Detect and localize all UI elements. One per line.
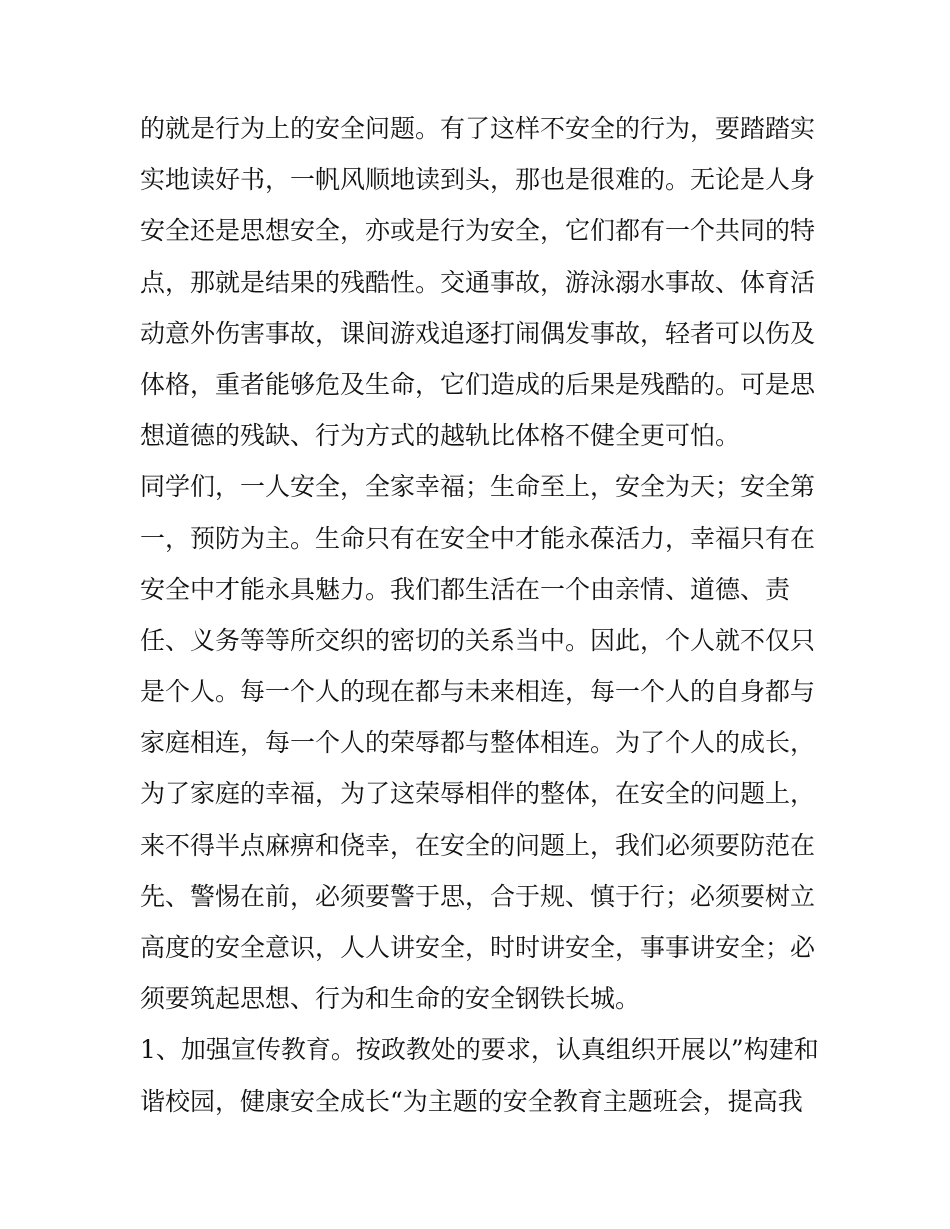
text-line: 体格，重者能够危及生命，它们造成的后果是残酷的。可是思	[140, 369, 816, 399]
body-text	[140, 103, 830, 1127]
text-line: 为了家庭的幸福，为了这荣辱相伴的整体，在安全的问题上，	[140, 779, 816, 809]
text-line: 是个人。每一个人的现在都与未来相连，每一个人的自身都与	[140, 677, 816, 707]
text-line: 同学们，一人安全，全家幸福；生命至上，安全为天；安全第	[140, 472, 816, 502]
text-line: 来不得半点麻痹和侥幸，在安全的问题上，我们必须要防范在	[140, 830, 816, 860]
text-line: 动意外伤害事故，课间游戏追逐打闹偶发事故，轻者可以伤及	[140, 318, 816, 348]
text-line: 安全还是思想安全，亦或是行为安全，它们都有一个共同的特	[140, 216, 816, 246]
text-line: 高度的安全意识，人人讲安全，时时讲安全，事事讲安全；必	[140, 933, 816, 962]
text-line: 实地读好书，一帆风顺地读到头，那也是很难的。无论是人身	[140, 165, 816, 195]
text-line: 先、警惕在前，必须要警于思，合于规、慎于行；必须要树立	[140, 881, 816, 911]
text-line: 一，预防为主。生命只有在安全中才能永葆活力，幸福只有在	[140, 523, 816, 553]
text-line: 的就是行为上的安全问题。有了这样不安全的行为，要踏踏实	[140, 114, 816, 143]
text-line: 安全中才能永具魅力。我们都生活在一个由亲情、道德、责	[140, 574, 791, 604]
text-line: 任、义务等等所交织的密切的关系当中。因此，个人就不仅只	[140, 625, 816, 655]
text-line: 家庭相连，每一个人的荣辱都与整体相连。为了个人的成长，	[140, 728, 816, 758]
text-line: 1、加强宣传教育。按政教处的要求，认真组织开展以”构建和	[140, 1035, 819, 1065]
text-line: 想道德的残缺、行为方式的越轨比体格不健全更可怕。	[140, 421, 741, 451]
text-line: 点，那就是结果的残酷性。交通事故，游泳溺水事故、体育活	[140, 267, 816, 297]
text-line: 谐校园，健康安全成长“为主题的安全教育主题班会，提高我	[140, 1086, 803, 1116]
text-line: 须要筑起思想、行为和生命的安全钢铁长城。	[140, 984, 641, 1014]
